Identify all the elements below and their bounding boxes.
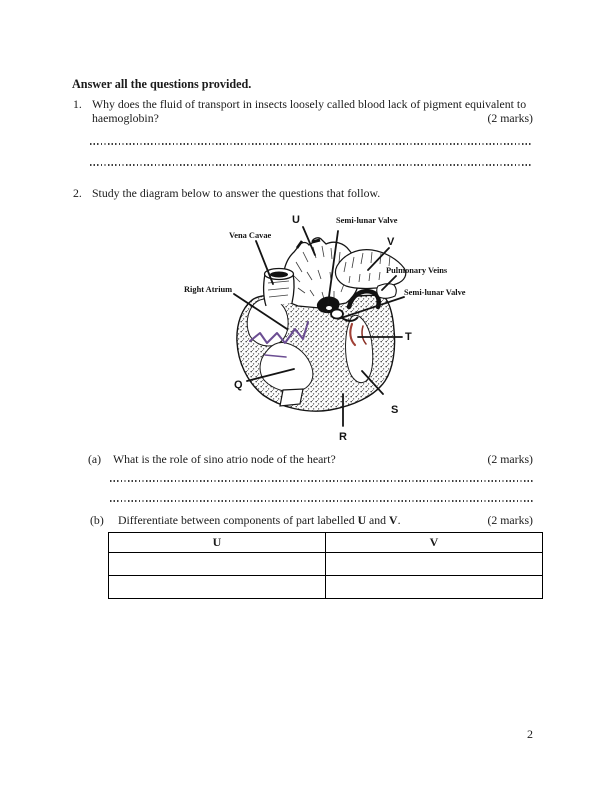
diagram-label-r: R bbox=[339, 431, 347, 443]
q1-marks: (2 marks) bbox=[487, 111, 533, 125]
diagram-label-v: V bbox=[387, 236, 395, 248]
diagram-label-semilunar-valve-right: Semi-lunar Valve bbox=[404, 288, 466, 297]
q2a-label: (a) bbox=[88, 452, 102, 466]
apex-flap bbox=[280, 389, 303, 406]
answer-line bbox=[90, 164, 533, 166]
diagram-label-s: S bbox=[391, 404, 399, 416]
q2-text: Study the diagram below to answer the questions that follow. bbox=[92, 186, 381, 200]
table-row bbox=[109, 553, 543, 576]
answer-line bbox=[90, 143, 533, 145]
page-number: 2 bbox=[527, 727, 533, 741]
comparison-table bbox=[108, 532, 543, 599]
table-header-u: U bbox=[109, 533, 326, 553]
q2a-text: What is the role of sino atrio node of the heart? bbox=[113, 452, 336, 466]
answer-line bbox=[110, 480, 533, 482]
diagram-label-q: Q bbox=[234, 379, 243, 391]
q2b-text-prefix: Differentiate between components of part labelled bbox=[118, 513, 358, 527]
q2b-label: (b) bbox=[90, 513, 104, 527]
q2b-text-v: V bbox=[389, 513, 398, 527]
heart-figure bbox=[0, 205, 612, 450]
diagram-label-vena-cavae: Vena Cavae bbox=[229, 231, 272, 240]
q2b-text-u: U bbox=[357, 513, 367, 527]
diagram-label-u: U bbox=[292, 214, 300, 226]
diagram-label-t: T bbox=[405, 331, 412, 343]
table-cell bbox=[109, 576, 326, 599]
q2-number: 2. bbox=[73, 186, 82, 200]
table-header-v: V bbox=[326, 533, 543, 553]
heart-diagram bbox=[0, 205, 612, 450]
table-cell bbox=[326, 576, 543, 599]
table-cell bbox=[326, 553, 543, 576]
table-header-row bbox=[109, 533, 543, 553]
answer-line bbox=[110, 500, 533, 502]
diagram-label-pulmonary-veins: Pulmonary Veins bbox=[386, 266, 448, 275]
q1-number: 1. bbox=[73, 97, 82, 111]
instructions-heading: Answer all the questions provided. bbox=[72, 77, 252, 91]
q2b-text-and: and bbox=[366, 513, 390, 527]
table-row bbox=[109, 576, 543, 599]
q2b-marks: (2 marks) bbox=[487, 513, 533, 527]
diagram-label-right-atrium: Right Atrium bbox=[184, 285, 233, 294]
q1-text-line1: Why does the fluid of transport in insects loosely called blood lack of pigment equivalent to bbox=[92, 97, 527, 111]
q2b-text bbox=[118, 513, 401, 528]
q1-text-line2: haemoglobin? bbox=[92, 111, 159, 125]
table-cell bbox=[109, 553, 326, 576]
q2a-marks: (2 marks) bbox=[487, 452, 533, 466]
diagram-label-semilunar-valve-top: Semi-lunar Valve bbox=[336, 216, 398, 225]
q2b-text-period: . bbox=[397, 513, 401, 527]
